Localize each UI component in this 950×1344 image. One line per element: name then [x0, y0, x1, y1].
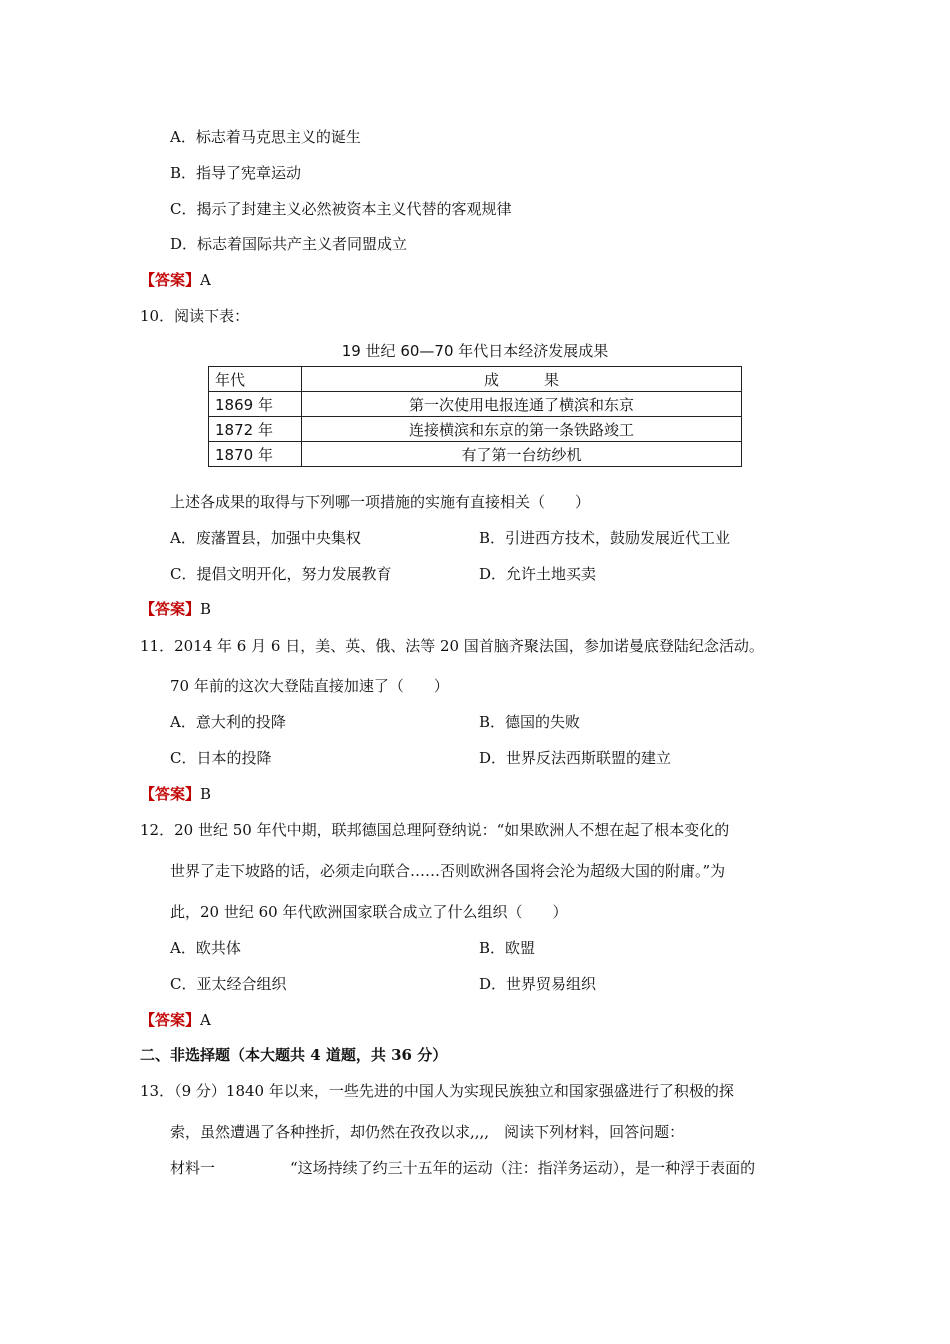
q13-stem-line1: 13．（9 分）1840 年以来，一些先进的中国人为实现民族独立和国家强盛进行了积极的探: [140, 1082, 734, 1100]
q13-material-text: “这场持续了约三十五年的运动（注：指洋务运动），是一种浮于表面的: [290, 1159, 756, 1177]
q12-stem-line3: 此，20 世纪 60 年代欧洲国家联合成立了什么组织（ ）: [170, 903, 568, 921]
q12-stem-line1: 12．20 世纪 50 年代中期，联邦德国总理阿登纳说：“如果欧洲人不想在起了根本变化的: [140, 821, 730, 839]
q12-option-b: B．欧盟: [479, 939, 536, 957]
q10-question: 上述各成果的取得与下列哪一项措施的实施有直接相关（ ）: [170, 493, 591, 511]
q9-option-b: B．指导了宪章运动: [170, 164, 302, 182]
answer-value: A: [200, 271, 211, 289]
q13-material-label: 材料一: [170, 1159, 216, 1177]
table-cell-year: 1872 年: [209, 417, 302, 442]
q12-option-c: C．亚太经合组织: [170, 975, 287, 993]
q12-answer: [140, 1010, 211, 1030]
section-heading: 二、非选择题（本大题共 4 道题，共 36 分）: [140, 1046, 448, 1064]
q10-option-c: C．提倡文明开化，努力发展教育: [170, 565, 392, 583]
q11-option-c: C．日本的投降: [170, 749, 272, 767]
q11-answer: [140, 784, 211, 804]
q13-stem-line2: 索，虽然遭遇了各种挫折，却仍然在孜孜以求,,,, 阅读下列材料，回答问题：: [170, 1123, 685, 1141]
table-header-row: [209, 367, 742, 392]
q11-option-d: D．世界反法西斯联盟的建立: [479, 749, 672, 767]
q10-stem: 10．阅读下表：: [140, 307, 250, 325]
q10-answer: [140, 599, 211, 619]
answer-label: 【答案】: [140, 785, 201, 803]
answer-value: B: [200, 785, 212, 803]
table-cell-result: 有了第一台纺纱机: [302, 442, 742, 467]
q11-stem-line2: 70 年前的这次大登陆直接加速了（ ）: [170, 677, 449, 695]
table-cell-result: 连接横滨和东京的第一条铁路竣工: [302, 417, 742, 442]
answer-value: B: [200, 600, 212, 618]
table-cell-year: 1870 年: [209, 442, 302, 467]
q10-option-a: A．废藩置县，加强中央集权: [170, 529, 361, 547]
q11-option-a: A．意大利的投降: [170, 713, 286, 731]
q9-answer: [140, 270, 211, 290]
table-row: [209, 442, 742, 467]
q9-option-c: C．揭示了封建主义必然被资本主义代替的客观规律: [170, 200, 512, 218]
answer-value: A: [200, 1011, 211, 1029]
answer-label: 【答案】: [140, 271, 201, 289]
table-header-result: 成 果: [302, 367, 742, 392]
q10-option-d: D．允许土地买卖: [479, 565, 597, 583]
answer-label: 【答案】: [140, 1011, 201, 1029]
q12-stem-line2: 世界了走下坡路的话，必须走向联合……否则欧洲各国将会沦为超级大国的附庸。”为: [170, 862, 726, 880]
q10-option-b: B．引进西方技术，鼓励发展近代工业: [479, 529, 731, 547]
q12-option-d: D．世界贸易组织: [479, 975, 597, 993]
q11-stem-line1: 11．2014 年 6 月 6 日，美、英、俄、法等 20 国首脑齐聚法国，参加诺曼底登陆纪念活动。: [140, 637, 764, 655]
table-cell-result: 第一次使用电报连通了横滨和东京: [302, 392, 742, 417]
q11-option-b: B．德国的失败: [479, 713, 581, 731]
table-cell-year: 1869 年: [209, 392, 302, 417]
table-header-era: 年代: [209, 367, 302, 392]
q9-option-d: D．标志着国际共产主义者同盟成立: [170, 235, 408, 253]
q9-option-a: A．标志着马克思主义的诞生: [170, 128, 361, 146]
q12-option-a: A．欧共体: [170, 939, 241, 957]
table-title: 19 世纪 60—70 年代日本经济发展成果: [341, 342, 609, 360]
answer-label: 【答案】: [140, 600, 201, 618]
table-row: [209, 392, 742, 417]
achievement-table: [208, 366, 742, 467]
table-row: [209, 417, 742, 442]
